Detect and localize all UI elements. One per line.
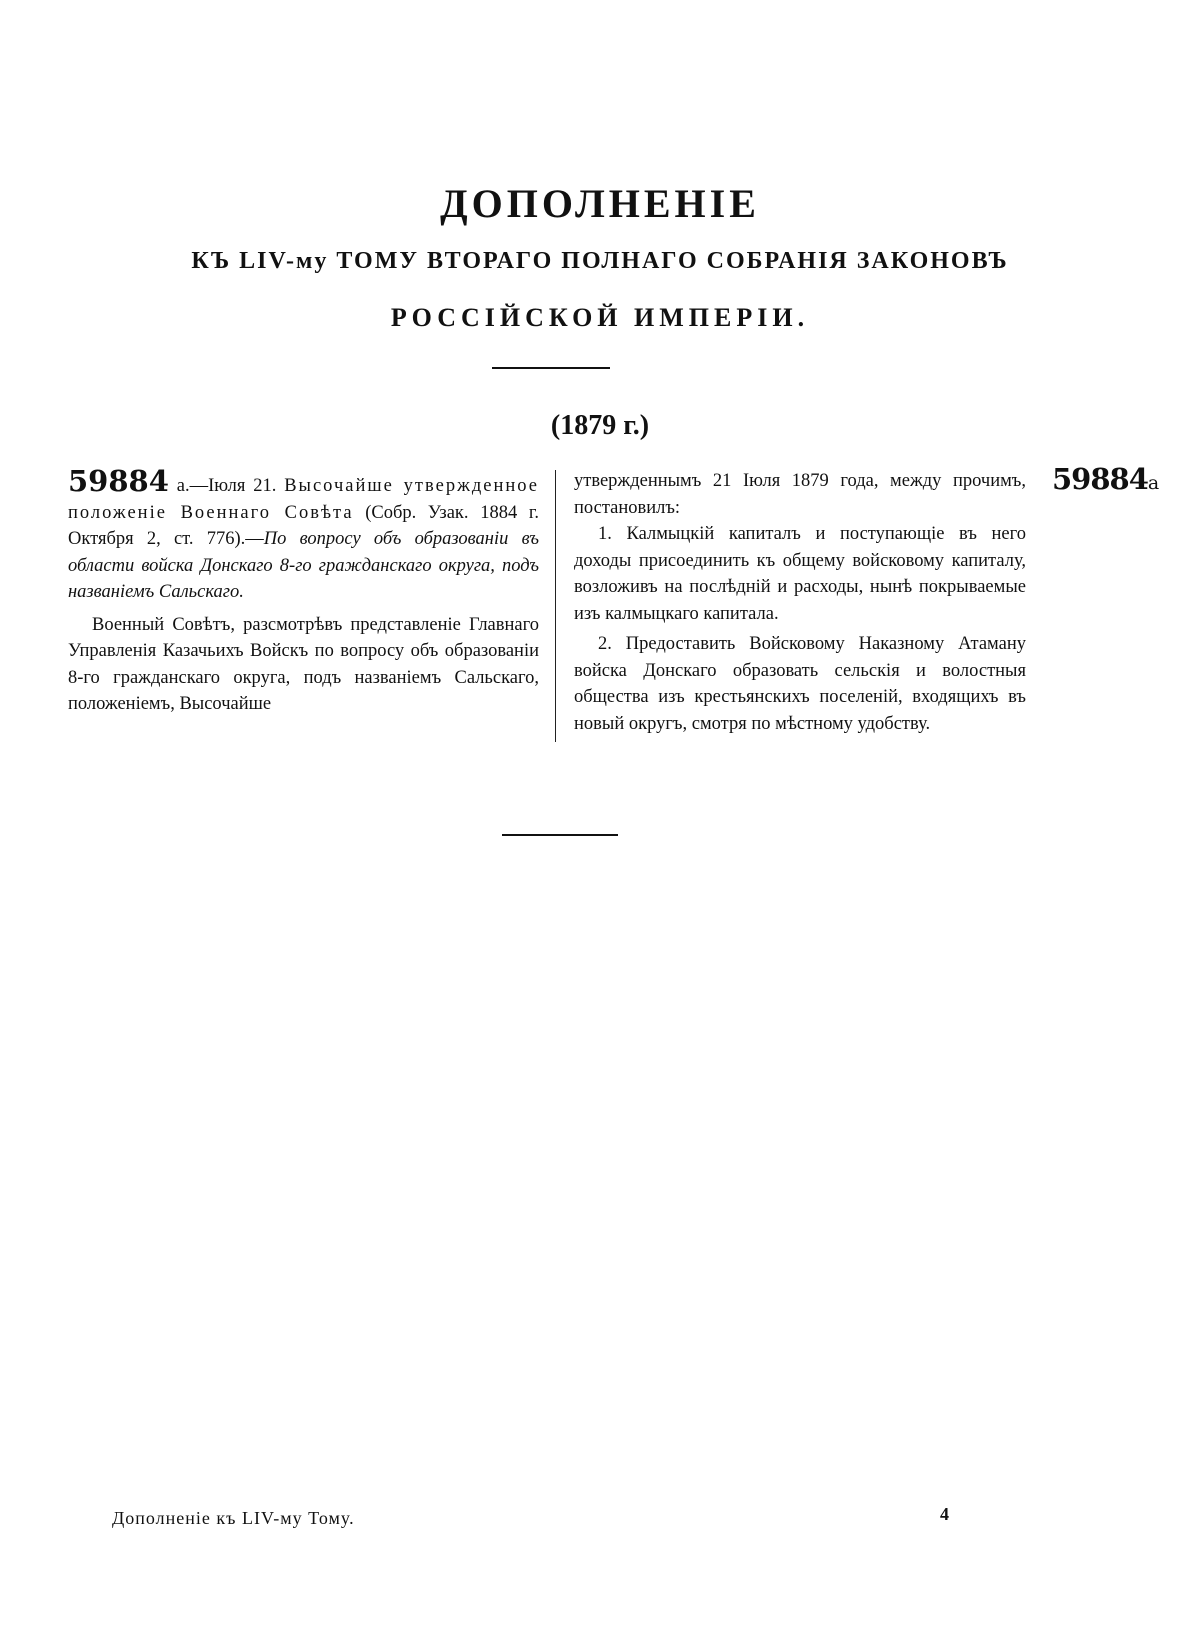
article-number: 59884 [68,464,169,498]
closing-rule [502,834,618,836]
article-date: а.—Іюля 21. [176,476,285,496]
subtitle-line-1: КЪ LIV-му ТОМУ ВТОРАГО ПОЛНАГО СОБРАНІЯ ЗАКОНОВЪ [191,248,1009,274]
article-number-margin-digits: 59884 [1052,462,1148,496]
article-number-margin-suffix: а [1147,472,1159,494]
left-column [68,464,539,718]
article-body-left: Военный Совѣтъ, разсмотрѣвъ представленіе Главнаго Управленія Казачьихъ Войскъ по вопросу объ образованіи 8-го гражданскаго округа, подъ названіемъ Сальскаго, положеніемъ, Высочайше [68,614,539,714]
running-footer: Дополненіе къ LIV-му Тому. [112,1508,355,1528]
right-column [574,468,1026,737]
column-divider [555,470,556,742]
year-heading: (1879 г.) [550,410,650,441]
article-body-continuation: утвержденнымъ 21 Іюля 1879 года, между прочимъ, постановилъ: [574,471,1026,518]
subtitle-line-2: РОССІЙСКОЙ ИМПЕРІИ. [390,303,810,332]
article-source: (Собр. Узак. 1884 г. Октября 2, ст. 776).— [68,502,539,549]
title-rule [492,367,610,369]
article-header-title: Высочайше утвержденное положеніе Военнаго Совѣта [68,476,539,523]
signature-mark: 4 [940,1504,949,1524]
page-title: ДОПОЛНЕНІЕ [440,181,760,226]
article-point-1: 1. Калмыцкій капиталъ и поступающіе въ него доходы присоединить къ общему войсковому капиталу, возложивъ на послѣдній и расходы, нынѣ покрываемые изъ калмыцкаго капитала. [574,524,1026,624]
article-subject: По вопросу объ образованіи въ области войска Донскаго 8-го гражданскаго округа, подъ названіемъ Сальскаго. [68,529,539,602]
article-header [68,464,539,606]
article-point-2: 2. Предоставить Войсковому Наказному Атаману войска Донскаго образовать сельскія и волостныя общества изъ крестьянскихъ поселеній, входящихъ въ новый округъ, смотря по мѣстному удобству. [574,634,1026,734]
article-number-margin [1052,462,1158,496]
